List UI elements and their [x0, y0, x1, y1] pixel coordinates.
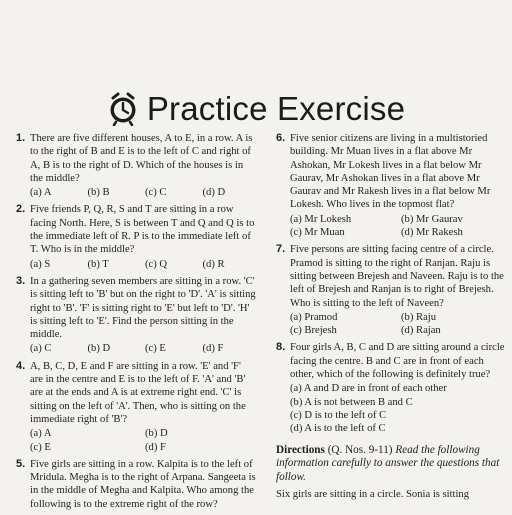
options [30, 427, 256, 454]
right-column [276, 132, 508, 502]
question-text: Five persons are sitting facing centre of a circle. Pramod is sitting to the right of Ranjan. Raju is sitting between Brejesh and Naveen. Raju is to the left of Brejesh and Ranjan is to right of Brejesh. Who is sitting to the left of Naveen? [290, 244, 504, 309]
option-c[interactable]: (c) Mr Muan [290, 227, 345, 239]
option-d[interactable]: (d) R [202, 258, 225, 270]
option-b[interactable]: (b) A is not between B and C [290, 396, 413, 408]
option-d[interactable]: (d) F [145, 441, 166, 453]
option-c[interactable]: (c) E [145, 343, 166, 355]
option-a[interactable]: (a) S [30, 258, 51, 270]
option-a[interactable]: (a) Pramod [290, 311, 338, 323]
options [30, 186, 256, 199]
question-text: Five friends P, Q, R, S and T are sitting in a row facing North. Here, S is between T and Q and Q is to the immediate left of R. P is to the immediate left of T. Who is in the middle? [30, 204, 255, 256]
question-number: 4. [16, 359, 26, 372]
options [290, 311, 508, 338]
question-8 [276, 341, 508, 435]
options [290, 213, 508, 240]
question-text: In a gathering seven members are sitting in a row. 'C' is sitting left to 'B' but on the right to 'D'. 'A' is sitting right to 'B'. 'F' is sitting right to 'E' but left to 'D'. 'H' is sitting left to 'E'. Find the person sitting in the middle. [30, 275, 256, 341]
option-a[interactable]: (a) A and D are in front of each other [290, 383, 447, 395]
option-a[interactable]: (a) Mr Lokesh [290, 213, 352, 225]
option-b[interactable]: (b) D [87, 343, 111, 355]
directions-range: (Q. Nos. 9-11) [324, 443, 396, 456]
page-header [0, 88, 512, 130]
option-a[interactable]: (a) C [30, 343, 52, 355]
page-title: Practice Exercise [146, 90, 406, 127]
question-text: Five senior citizens are living in a multistoried building. Mr Muan lives in a flat above Mr Ashokan, Mr Lokesh lives in a flat below Mr Gaurav, Mr Ashokan lives in a flat above Mr Gaurav and Mr Rakesh lives in a flat below Mr Lokesh. Who lives in the topmost flat? [290, 133, 491, 211]
option-b[interactable]: (b) Mr Gaurav [401, 213, 463, 225]
options [30, 342, 256, 355]
question-number: 1. [16, 132, 26, 144]
question-number: 7. [276, 243, 286, 256]
question-number: 2. [16, 203, 26, 216]
option-d[interactable]: (d) F [202, 343, 224, 355]
option-c[interactable]: (c) D is to the left of C [290, 409, 387, 421]
option-d[interactable]: (d) Mr Rakesh [401, 227, 463, 239]
question-6 [276, 132, 508, 239]
question-number: 8. [276, 341, 286, 354]
option-d[interactable]: (d) Rajan [401, 325, 441, 337]
option-b[interactable]: (b) D [145, 428, 168, 440]
question-text: Five girls are sitting in a row. Kalpita is to the left of Mridula. Megha is to the right of Arpana. Sangeeta is in the middle of Megha and Kalpita. Who among the following is to the extreme right of the row? [30, 458, 256, 510]
question-text: There are five different houses, A to E, in a row. A is to the right of B and E is to the left of C and right of A, B is to the right of D. Which of the houses is in the middle? [30, 133, 253, 184]
question-2 [16, 203, 256, 270]
question-number: 5. [16, 457, 26, 470]
option-d[interactable]: (d) D [202, 187, 226, 199]
directions-label: Directions [276, 443, 325, 456]
option-b[interactable]: (b) B [87, 187, 110, 199]
directions-body: Six girls are sitting in a circle. Sonia is sitting [276, 489, 470, 501]
question-5 [16, 458, 256, 511]
options [290, 382, 508, 435]
option-b[interactable]: (b) Raju [401, 311, 437, 323]
directions-heading [276, 444, 508, 485]
question-3 [16, 275, 256, 356]
option-c[interactable]: (c) E [30, 441, 51, 453]
question-7 [276, 243, 508, 337]
clock-icon [107, 92, 139, 126]
option-a[interactable]: (a) A [30, 187, 52, 199]
left-column [16, 132, 256, 515]
option-c[interactable]: (c) Q [145, 258, 168, 270]
options [30, 258, 256, 271]
question-text: Four girls A, B, C and D are sitting around a circle facing the centre. B and C are in front of each other, which of the following is definitely true? [290, 342, 505, 381]
question-number: 6. [276, 132, 286, 144]
question-text: A, B, C, D, E and F are sitting in a row. 'E' and 'F' are in the centre and E is to the left of F. 'A' and 'B' are at the ends and A is at extreme right end. 'C' is sitting on the left of 'A'. Then, who is sitting on the immediate right of 'B'? [30, 360, 246, 425]
option-b[interactable]: (b) T [87, 258, 109, 270]
question-4 [16, 360, 256, 454]
option-d[interactable]: (d) A is to the left of C [290, 423, 386, 435]
directions-instruction: Read the following information carefully to answer the questions that follow. [276, 443, 500, 483]
option-c[interactable]: (c) Brejesh [290, 325, 337, 337]
question-number: 3. [16, 274, 26, 287]
option-a[interactable]: (a) A [30, 428, 52, 440]
option-c[interactable]: (c) C [145, 187, 167, 199]
question-1 [16, 132, 256, 199]
